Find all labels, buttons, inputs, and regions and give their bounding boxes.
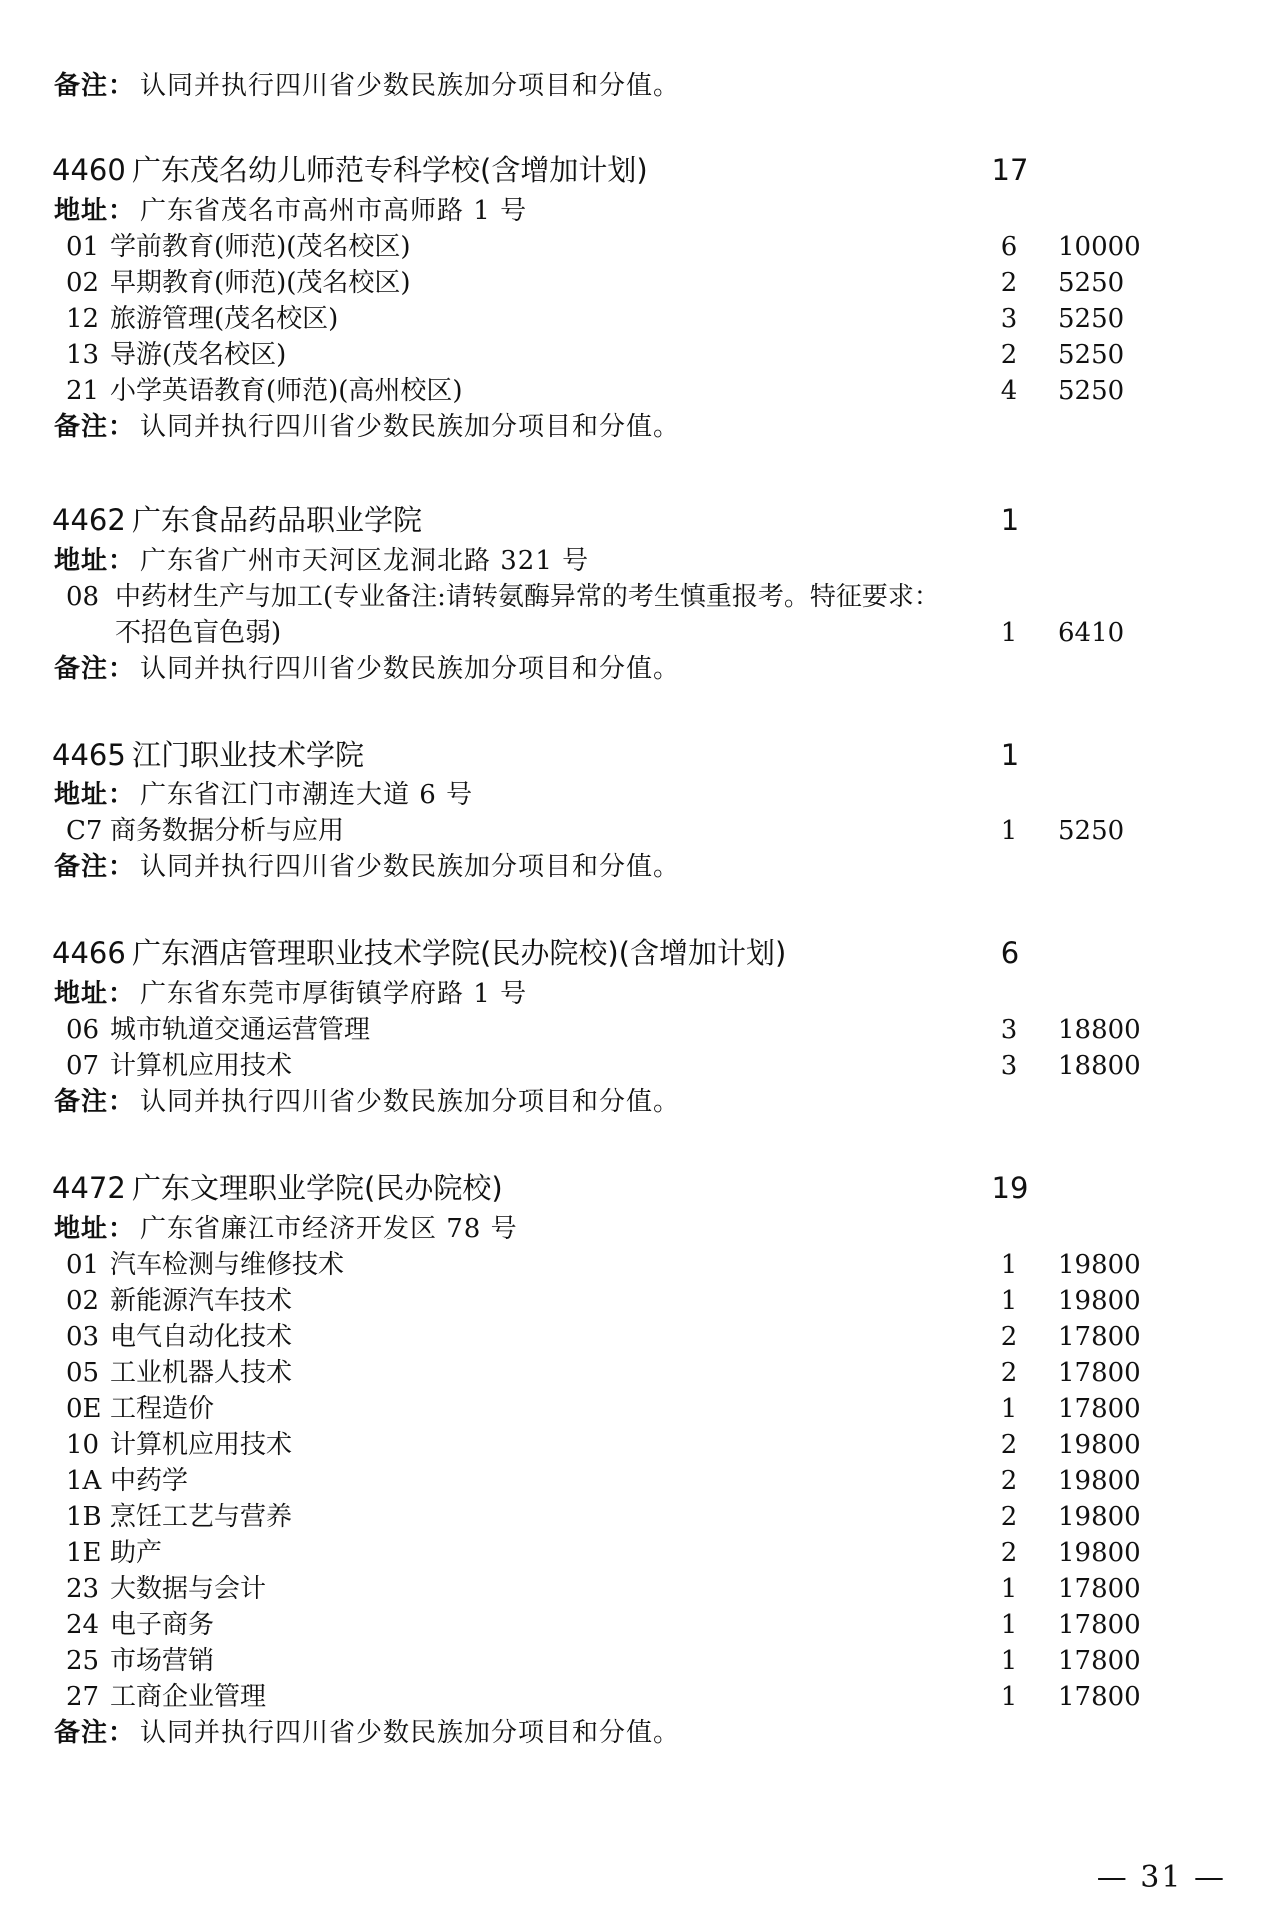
school-address [0, 777, 1270, 813]
major-fee: 19800 [1058, 1430, 1141, 1460]
major-quota: 1 [1000, 1574, 1018, 1604]
major-name: 工业机器人技术 [110, 1358, 293, 1388]
major-fee: 5250 [1058, 816, 1125, 846]
major-row [0, 1391, 1270, 1427]
school-total: 1 [1000, 738, 1020, 772]
major-row [0, 1571, 1270, 1607]
school-total: 17 [991, 153, 1029, 187]
note-text: 认同并执行四川省少数民族加分项目和分值。 [140, 412, 681, 442]
major-quota: 2 [1000, 1430, 1018, 1460]
major-name: 商务数据分析与应用 [110, 816, 345, 846]
major-name: 小学英语教育(师范)(高州校区) [110, 376, 463, 406]
note-label: 备注： [54, 654, 136, 684]
major-name: 市场营销 [110, 1646, 215, 1676]
address-label: 地址： [54, 196, 136, 226]
note-label: 备注： [54, 852, 136, 882]
address-label: 地址： [54, 1214, 136, 1244]
major-row [0, 1247, 1270, 1283]
major-code: 23 [66, 1574, 100, 1604]
major-code: C7 [66, 816, 103, 846]
major-code: 07 [66, 1051, 100, 1081]
major-name: 工商企业管理 [110, 1682, 267, 1712]
major-quota: 2 [1000, 1358, 1018, 1388]
major-quota: 2 [1000, 268, 1018, 298]
school-name: 广东酒店管理职业技术学院(民办院校)(含增加计划) [132, 936, 787, 970]
school-header [0, 150, 1270, 190]
school-name: 广东茂名幼儿师范专科学校(含增加计划) [132, 153, 648, 187]
school-header [0, 933, 1270, 973]
major-name: 旅游管理(茂名校区) [110, 304, 339, 334]
school-note [0, 409, 1270, 445]
major-fee: 18800 [1058, 1051, 1141, 1081]
major-quota: 1 [1000, 1394, 1018, 1424]
major-quota: 1 [1000, 1610, 1018, 1640]
major-quota: 1 [1000, 1250, 1018, 1280]
note-label: 备注： [54, 412, 136, 442]
major-row [0, 579, 1270, 651]
major-name: 汽车检测与维修技术 [110, 1250, 345, 1280]
note-text: 认同并执行四川省少数民族加分项目和分值。 [140, 1718, 681, 1748]
note-label: 备注： [54, 71, 136, 101]
major-name: 助产 [110, 1538, 163, 1568]
major-name: 计算机应用技术 [110, 1430, 293, 1460]
school-code: 4466 [52, 936, 126, 970]
major-name: 学前教育(师范)(茂名校区) [110, 232, 411, 262]
school-address [0, 543, 1270, 579]
major-fee: 19800 [1058, 1250, 1141, 1280]
address-label: 地址： [54, 780, 136, 810]
major-row [0, 1643, 1270, 1679]
major-name: 烹饪工艺与营养 [110, 1502, 293, 1532]
major-quota: 2 [1000, 1502, 1018, 1532]
major-row [0, 1463, 1270, 1499]
major-row [0, 1679, 1270, 1715]
major-fee: 5250 [1058, 340, 1125, 370]
major-name: 中药学 [110, 1466, 189, 1496]
major-quota: 2 [1000, 1538, 1018, 1568]
major-name: 工程造价 [110, 1394, 215, 1424]
major-code: 1B [66, 1502, 102, 1532]
school-code: 4465 [52, 738, 126, 772]
major-fee: 17800 [1058, 1394, 1141, 1424]
major-quota: 1 [1000, 816, 1018, 846]
major-quota: 4 [1000, 376, 1018, 406]
school-code: 4472 [52, 1171, 126, 1205]
address-text: 广东省东莞市厚街镇学府路 1 号 [140, 979, 528, 1009]
major-code: 24 [66, 1610, 100, 1640]
major-name: 中药材生产与加工(专业备注:请转氨酶异常的考生慎重报考。特征要求：不招色盲色弱) [115, 582, 940, 648]
major-code: 12 [66, 304, 100, 334]
school-address [0, 976, 1270, 1012]
major-code: 1E [66, 1538, 102, 1568]
major-fee: 18800 [1058, 1015, 1141, 1045]
note-text: 认同并执行四川省少数民族加分项目和分值。 [140, 852, 681, 882]
major-quota: 2 [1000, 1322, 1018, 1352]
major-row [0, 1427, 1270, 1463]
major-row [0, 1319, 1270, 1355]
major-code: 05 [66, 1358, 100, 1388]
major-row [0, 1355, 1270, 1391]
major-fee: 10000 [1058, 232, 1141, 262]
major-fee: 17800 [1058, 1322, 1141, 1352]
note-label: 备注： [54, 1087, 136, 1117]
major-row [0, 1012, 1270, 1048]
major-code: 06 [66, 1015, 100, 1045]
school-name: 广东食品药品职业学院 [132, 503, 423, 537]
major-fee: 17800 [1058, 1610, 1141, 1640]
major-name: 电子商务 [110, 1610, 215, 1640]
page-number: — 31 — [1096, 1860, 1226, 1895]
major-code: 10 [66, 1430, 100, 1460]
major-row [0, 373, 1270, 409]
major-name: 大数据与会计 [110, 1574, 267, 1604]
major-code: 08 [66, 582, 100, 612]
major-row [0, 337, 1270, 373]
school-code: 4462 [52, 503, 126, 537]
major-row [0, 1499, 1270, 1535]
major-fee: 5250 [1058, 304, 1125, 334]
major-row [0, 1283, 1270, 1319]
major-name: 导游(茂名校区) [110, 340, 287, 370]
major-code: 27 [66, 1682, 100, 1712]
major-fee: 5250 [1058, 376, 1125, 406]
major-row [0, 301, 1270, 337]
school-header [0, 500, 1270, 540]
school-note [0, 651, 1270, 687]
address-text: 广东省廉江市经济开发区 78 号 [140, 1214, 518, 1244]
school-address [0, 1211, 1270, 1247]
major-fee: 6410 [1058, 618, 1125, 648]
major-code: 21 [66, 376, 100, 406]
address-label: 地址： [54, 546, 136, 576]
school-note [0, 1084, 1270, 1120]
major-code: 02 [66, 1286, 100, 1316]
major-code: 0E [66, 1394, 102, 1424]
school-total: 1 [1000, 503, 1020, 537]
major-fee: 17800 [1058, 1646, 1141, 1676]
top-note [0, 68, 1270, 104]
note-text: 认同并执行四川省少数民族加分项目和分值。 [140, 1087, 681, 1117]
major-code: 13 [66, 340, 100, 370]
school-name: 广东文理职业学院(民办院校) [132, 1171, 503, 1205]
major-fee: 19800 [1058, 1538, 1141, 1568]
note-label: 备注： [54, 1718, 136, 1748]
address-text: 广东省广州市天河区龙洞北路 321 号 [140, 546, 590, 576]
major-quota: 3 [1000, 304, 1018, 334]
school-address [0, 193, 1270, 229]
address-text: 广东省江门市潮连大道 6 号 [140, 780, 474, 810]
school-header [0, 735, 1270, 775]
major-fee: 19800 [1058, 1286, 1141, 1316]
school-note [0, 849, 1270, 885]
major-code: 1A [66, 1466, 102, 1496]
major-fee: 17800 [1058, 1358, 1141, 1388]
school-total: 6 [1000, 936, 1020, 970]
major-row [0, 1048, 1270, 1084]
major-name: 新能源汽车技术 [110, 1286, 293, 1316]
major-fee: 17800 [1058, 1574, 1141, 1604]
major-fee: 5250 [1058, 268, 1125, 298]
major-fee: 17800 [1058, 1682, 1141, 1712]
major-fee: 19800 [1058, 1502, 1141, 1532]
major-quota: 3 [1000, 1015, 1018, 1045]
address-text: 广东省茂名市高州市高师路 1 号 [140, 196, 528, 226]
note-text: 认同并执行四川省少数民族加分项目和分值。 [140, 71, 681, 101]
school-code: 4460 [52, 153, 126, 187]
major-name: 城市轨道交通运营管理 [110, 1015, 371, 1045]
major-row [0, 229, 1270, 265]
major-code: 02 [66, 268, 100, 298]
major-name: 早期教育(师范)(茂名校区) [110, 268, 411, 298]
school-header [0, 1168, 1270, 1208]
school-note [0, 1715, 1270, 1751]
major-code: 03 [66, 1322, 100, 1352]
major-quota: 1 [1000, 1286, 1018, 1316]
major-quota: 6 [1000, 232, 1018, 262]
major-quota: 1 [1000, 1682, 1018, 1712]
major-row [0, 265, 1270, 301]
major-row [0, 1535, 1270, 1571]
major-name: 计算机应用技术 [110, 1051, 293, 1081]
major-quota: 3 [1000, 1051, 1018, 1081]
major-quota: 1 [1000, 618, 1018, 648]
school-total: 19 [991, 1171, 1029, 1205]
major-name: 电气自动化技术 [110, 1322, 293, 1352]
note-text: 认同并执行四川省少数民族加分项目和分值。 [140, 654, 681, 684]
school-name: 江门职业技术学院 [132, 738, 365, 772]
major-quota: 1 [1000, 1646, 1018, 1676]
major-row [0, 1607, 1270, 1643]
major-code: 01 [66, 1250, 100, 1280]
address-label: 地址： [54, 979, 136, 1009]
major-code: 25 [66, 1646, 100, 1676]
major-quota: 2 [1000, 1466, 1018, 1496]
major-quota: 2 [1000, 340, 1018, 370]
major-code: 01 [66, 232, 100, 262]
major-fee: 19800 [1058, 1466, 1141, 1496]
major-row [0, 813, 1270, 849]
